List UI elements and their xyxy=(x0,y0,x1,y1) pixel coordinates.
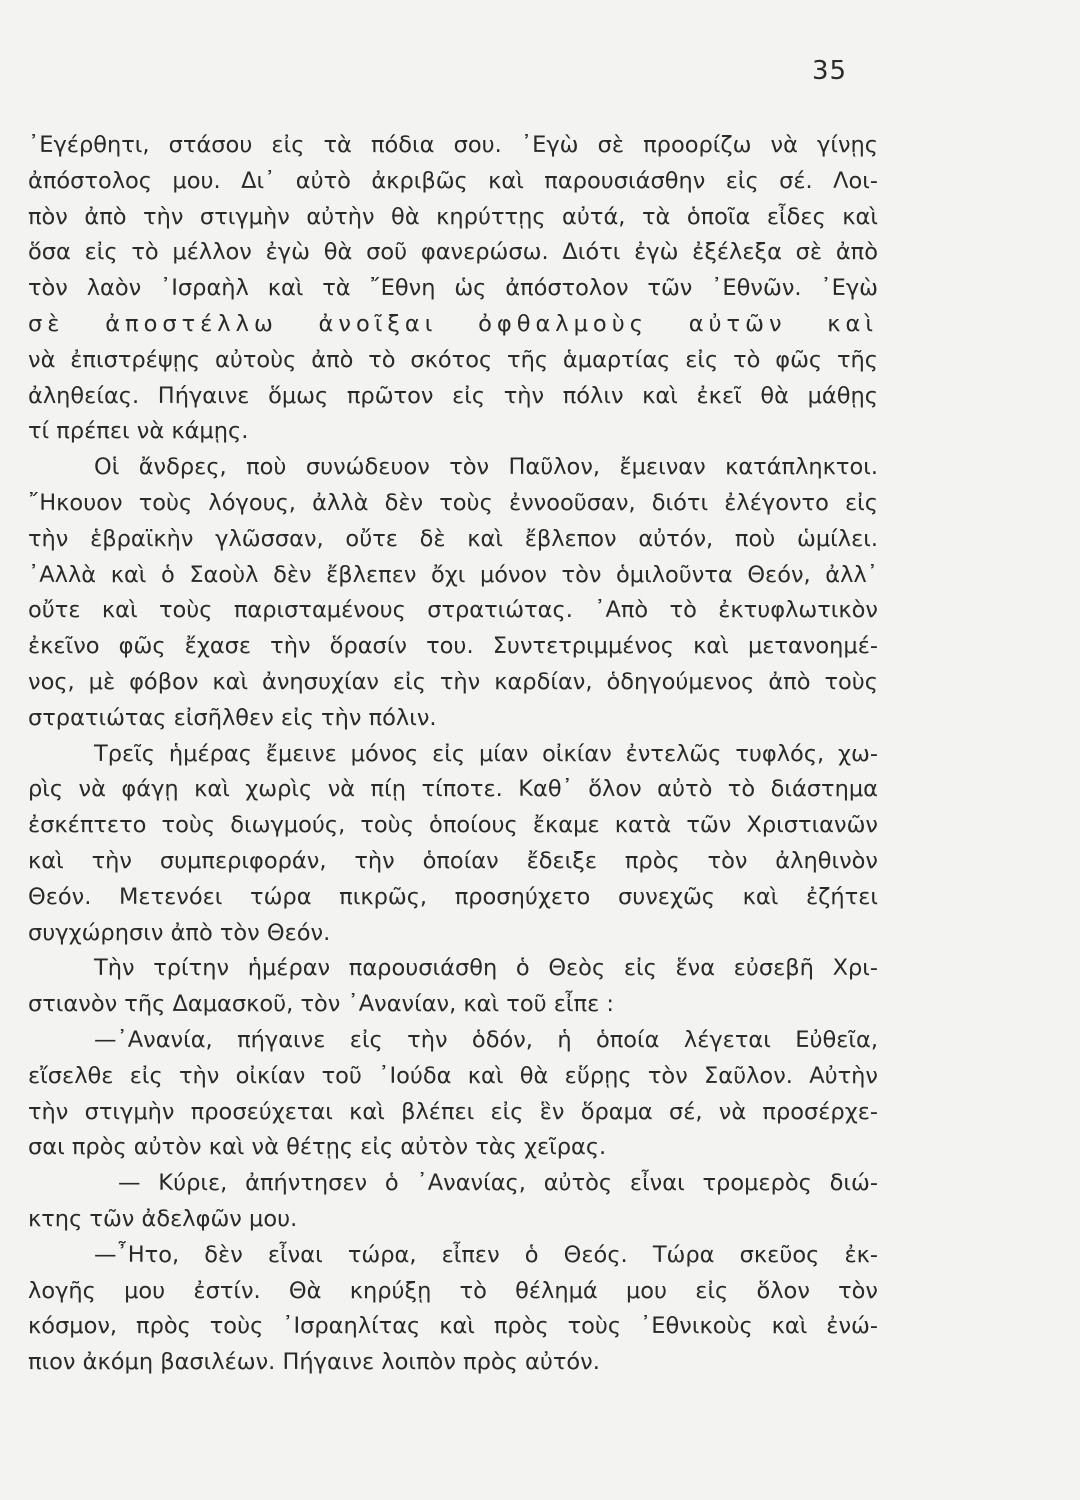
text-line: σαι πρὸς αὐτὸν καὶ νὰ θέτῃς εἰς αὐτὸν τὰς χεῖρας. xyxy=(28,1134,607,1161)
text-line: τί πρέπει νὰ κάμῃς. xyxy=(28,418,249,445)
text-line: στιανὸν τῆς Δαμασκοῦ, τὸν ᾿Ανανίαν, καὶ τοῦ εἶπε : xyxy=(28,991,614,1018)
text-line: ὅσα εἰς τὸ μέλλον ἐγὼ θὰ σοῦ φανερώσω. Διότι ἐγὼ ἐξέλεξα σὲ ἀπὸ xyxy=(28,239,878,266)
text-line: τὴν ἑβραϊκὴν γλῶσσαν, οὔτε δὲ καὶ ἔβλεπον αὐτόν, ποὺ ὡμίλει. xyxy=(28,525,878,552)
text-line: πιον ἀκόμη βασιλέων. Πήγαινε λοιπὸν πρὸς αὐτόν. xyxy=(28,1349,600,1376)
text-line: — Κύριε, ἀπήντησεν ὁ ᾿Ανανίας, αὐτὸς εἶναι τρομερὸς διώ- xyxy=(118,1170,878,1197)
text-line: —᾿Ανανία, πήγαινε εἰς τὴν ὁδόν, ἡ ὁποία λέγεται Εὐθεῖα, xyxy=(94,1026,878,1053)
text-line: Τὴν τρίτην ἡμέραν παρουσιάσθη ὁ Θεὸς εἰς ἕνα εὐσεβῆ Χρι- xyxy=(94,955,878,982)
text-line: συγχώρησιν ἀπὸ τὸν Θεόν. xyxy=(28,919,331,946)
text-line: ἐκεῖνο φῶς ἔχασε τὴν ὅρασίν του. Συντετριμμένος καὶ μετανοημέ- xyxy=(28,633,878,660)
text-line: Τρεῖς ἡμέρας ἔμεινε μόνος εἰς μίαν οἰκίαν ἐντελῶς τυφλός, χω- xyxy=(94,740,878,767)
text-line: σὲ ἀποστέλλω ἀνοῖξαι ὀφθαλμοὺς αὐτῶν καὶ xyxy=(28,310,878,337)
body-text xyxy=(28,128,878,1381)
text-line: νὰ ἐπιστρέψῃς αὐτοὺς ἀπὸ τὸ σκότος τῆς ἁμαρτίας εἰς τὸ φῶς τῆς xyxy=(28,346,878,373)
text-line: Θεόν. Μετενόει τώρα πικρῶς, προσηύχετο συνεχῶς καὶ ἐζήτει xyxy=(28,883,878,910)
text-line: στρατιώτας εἰσῆλθεν εἰς τὴν πόλιν. xyxy=(28,704,437,731)
text-line: ᾿Εγέρθητι, στάσου εἰς τὰ πόδια σου. ᾿Εγὼ σὲ προορίζω νὰ γίνῃς xyxy=(28,132,878,158)
text-line: ἐσκέπτετο τοὺς διωγμούς, τοὺς ὁποίους ἔκαμε κατὰ τῶν Χριστιανῶν xyxy=(28,812,878,839)
text-line: τὴν στιγμὴν προσεύχεται καὶ βλέπει εἰς ἓν ὅραμα σέ, νὰ προσέρχε- xyxy=(28,1098,878,1125)
text-line: κόσμον, πρὸς τοὺς ᾿Ισραηλίτας καὶ πρὸς τοὺς ᾿Εθνικοὺς καὶ ἐνώ- xyxy=(28,1313,878,1340)
text-line: οὔτε καὶ τοὺς παρισταμένους στρατιώτας. ᾿Απὸ τὸ ἐκτυφλωτικὸν xyxy=(28,597,878,624)
text-line: ρὶς νὰ φάγῃ καὶ χωρὶς νὰ πίῃ τίποτε. Καθ᾿ ὅλον αὐτὸ τὸ διάστημα xyxy=(28,776,878,803)
text-line: ἀπόστολος μου. Δι᾿ αὐτὸ ἀκριβῶς καὶ παρουσιάσθην εἰς σέ. Λοι- xyxy=(28,167,878,194)
text-line: νος, μὲ φόβον καὶ ἀνησυχίαν εἰς τὴν καρδίαν, ὁδηγούμενος ἀπὸ τοὺς xyxy=(28,668,878,695)
text-line: λογῆς μου ἐστίν. Θὰ κηρύξῃ τὸ θέλημά μου εἰς ὅλον τὸν xyxy=(28,1277,878,1304)
text-line: ῎Ηκουον τοὺς λόγους, ἀλλὰ δὲν τοὺς ἐννοοῦσαν, διότι ἐλέγοντο εἰς xyxy=(28,489,878,516)
text-line: εἴσελθε εἰς τὴν οἰκίαν τοῦ ᾿Ιούδα καὶ θὰ εὕρῃς τὸν Σαῦλον. Αὐτὴν xyxy=(28,1062,878,1089)
text-line: —῏Ητο, δὲν εἶναι τώρα, εἶπεν ὁ Θεός. Τώρα σκεῦος ἐκ- xyxy=(94,1241,878,1268)
text-line: τὸν λαὸν ᾿Ισραὴλ καὶ τὰ ῎Εθνη ὡς ἀπόστολον τῶν ᾿Εθνῶν. ᾿Εγὼ xyxy=(28,275,878,302)
text-line: ἀληθείας. Πήγαινε ὅμως πρῶτον εἰς τὴν πόλιν καὶ ἐκεῖ θὰ μάθῃς xyxy=(28,382,878,409)
text-line: ᾿Αλλὰ καὶ ὁ Σαοὺλ δὲν ἔβλεπεν ὄχι μόνον τὸν ὁμιλοῦντα Θεόν, ἀλλ᾿ xyxy=(28,561,878,588)
text-line: καὶ τὴν συμπεριφοράν, τὴν ὁποίαν ἔδειξε πρὸς τὸν ἀληθινὸν xyxy=(28,847,878,874)
text-line: Οἱ ἄνδρες, ποὺ συνώδευον τὸν Παῦλον, ἔμειναν κατάπληκτοι. xyxy=(94,454,878,481)
text-line: κτης τῶν ἀδελφῶν μου. xyxy=(28,1205,298,1232)
text-line: πὸν ἀπὸ τὴν στιγμὴν αὐτὴν θὰ κηρύττῃς αὐτά, τὰ ὁποῖα εἶδες καὶ xyxy=(28,203,878,230)
page-number: 35 xyxy=(812,56,848,86)
